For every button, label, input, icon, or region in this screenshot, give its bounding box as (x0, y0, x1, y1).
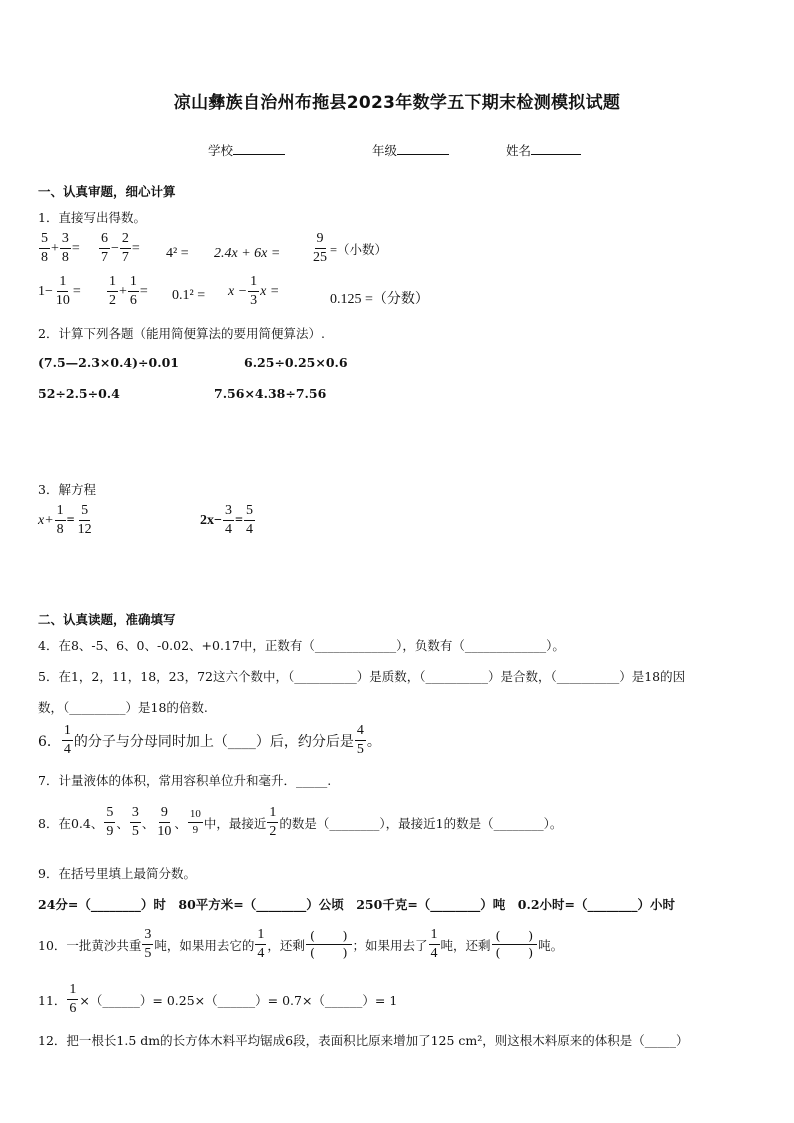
question-text: 8．在0.4、 (38, 815, 104, 831)
answer-fraction-blank-1[interactable]: $\frac{( )}{( )}$ (306, 930, 352, 960)
answer-hint: =（小数） (330, 242, 388, 257)
q1-row2-item-c: 0.1² = (172, 288, 206, 303)
section1-heading: 一、认真审题，细心计算 (38, 184, 176, 199)
q1-row1-item-e (310, 232, 387, 265)
fraction-denominator: 6 (69, 1001, 77, 1016)
fraction-numerator: 1 (107, 275, 118, 292)
fraction-denominator: 4 (224, 522, 232, 537)
fraction-numerator: 5 (79, 504, 90, 521)
q1-row2-item-d (228, 275, 279, 308)
equals-sign: = (72, 283, 81, 299)
question-text: 的分子与分母同时加上（____）后，约分后是 (73, 733, 354, 750)
fraction-numerator: 9 (315, 232, 326, 249)
equals-sign: = (234, 512, 243, 528)
fraction-denominator: 6 (129, 293, 137, 308)
operator: − (111, 240, 119, 256)
school-blank[interactable] (233, 142, 285, 155)
fraction-denominator: 7 (101, 250, 108, 265)
fraction-denominator: 7 (121, 250, 129, 265)
q6 (38, 724, 381, 757)
fraction-numerator: 3 (142, 928, 153, 945)
equals-sign: = (66, 512, 75, 528)
q10 (38, 928, 563, 961)
fraction-denominator: 5 (131, 824, 139, 839)
fraction-numerator: 6 (99, 232, 110, 249)
fraction-denominator: 10 (157, 824, 172, 839)
q12: 12．把一根长1.5 dm的长方体木料平均锯成6段，表面积比原来增加了125 cm²，则这根木料原来的体积是（_____） (38, 1033, 689, 1048)
equation-prefix: 2x− (200, 512, 222, 528)
question-text: 的数是（________），最接近1的数是（________）。 (279, 815, 563, 831)
question-text: 10．一批黄沙共重 (38, 937, 142, 953)
fraction-denominator: 8 (41, 250, 48, 265)
grade-blank[interactable] (397, 142, 449, 155)
fraction-numerator: 4 (355, 724, 366, 741)
answer-fraction-blank-2[interactable]: $\frac{( )}{( )}$ (492, 930, 538, 960)
fraction-numerator: 1 (429, 928, 440, 945)
fraction-numerator: 2 (120, 232, 131, 249)
fraction-denominator: 3 (250, 293, 258, 308)
question-text: 吨，还剩 (440, 937, 491, 953)
fraction-numerator: 1 (62, 724, 73, 741)
fraction-numerator: 1 (57, 275, 68, 292)
fraction-numerator: 1 (248, 275, 259, 292)
fraction-denominator: 8 (61, 250, 69, 265)
fraction-denominator: 4 (245, 522, 253, 537)
section2-heading: 二、认真读题，准确填写 (38, 612, 176, 627)
fraction-denominator: 2 (109, 293, 116, 308)
operator: + (119, 283, 127, 299)
q3-label: 3．解方程 (38, 482, 96, 497)
fraction-denominator: 9 (192, 824, 199, 836)
fraction-numerator: 3 (130, 806, 141, 823)
fraction-denominator: 5 (144, 946, 152, 961)
fraction-denominator: 10 (55, 293, 70, 308)
q2-label: 2．计算下列各题（能用简便算法的要用简便算法）. (38, 326, 325, 341)
school-label: 学校 (208, 143, 234, 158)
q1-row1-item-c: 4² = (166, 246, 189, 261)
expression-prefix: x − (228, 283, 248, 299)
question-text: ×（______）= 0.25×（______）= 0.7×（______）= 1 (79, 992, 398, 1008)
q4: 4．在8、-5、6、0、-0.02、+0.17中，正数有（_____________），负数有（_____________）。 (38, 638, 565, 653)
fraction-numerator: 10 (188, 809, 203, 823)
fraction-numerator: 9 (159, 806, 170, 823)
q2-item-1: (7.5—2.3×0.4)÷0.01 (38, 355, 179, 370)
name-field[interactable] (506, 141, 581, 159)
grade-field[interactable] (372, 141, 449, 159)
fraction-denominator: 25 (313, 250, 327, 265)
q2-item-2: 6.25÷0.25×0.6 (244, 355, 348, 370)
question-number: 11． (38, 992, 67, 1008)
q1-row1-item-b (98, 232, 140, 265)
question-end: 。 (366, 733, 381, 750)
page-title: 凉山彝族自治州布拖县2023年数学五下期末检测模拟试题 (173, 93, 621, 113)
equals-sign: = (131, 240, 140, 256)
q5-line2: 数，（_________）是18的倍数. (38, 700, 208, 715)
q1-row2-item-a (38, 275, 81, 308)
q1-row2-item-e: 0.125 =（分数） (330, 292, 429, 307)
q3-equation-1 (38, 504, 95, 537)
fraction-numerator: 3 (60, 232, 71, 249)
fraction-numerator: 5 (39, 232, 50, 249)
q9-label: 9．在括号里填上最简分数。 (38, 866, 196, 881)
expression-prefix: 1− (38, 283, 53, 299)
equals-sign: = (139, 283, 148, 299)
q2-item-3: 52÷2.5÷0.4 (38, 386, 120, 401)
q5-line1: 5．在1，2，11，18，23，72这六个数中，（__________）是质数，（__________）是合数，（__________）是18的因 (38, 669, 686, 684)
q11 (38, 983, 397, 1016)
fraction-numerator: 5 (244, 504, 255, 521)
q1-row2-item-b (106, 275, 148, 308)
fraction-denominator: 4 (257, 946, 265, 961)
q1-label: 1．直接写出得数。 (38, 210, 146, 225)
question-number: 6． (38, 733, 61, 750)
fraction-denominator: 9 (106, 824, 114, 839)
q1-row1-item-d: 2.4x + 6x = (214, 246, 281, 261)
school-field[interactable] (208, 141, 285, 159)
fraction-numerator: 1 (67, 983, 78, 1000)
equation-prefix: x+ (38, 512, 54, 528)
fraction-numerator: 3 (223, 504, 234, 521)
fraction-numerator: 1 (255, 928, 266, 945)
question-text: ，还剩 (267, 937, 305, 953)
question-text: 中，最接近 (203, 815, 267, 831)
question-text: ；如果用去了 (352, 937, 428, 953)
fraction-denominator: 12 (77, 522, 92, 537)
question-text: 吨。 (538, 937, 564, 953)
expression-tail: x = (260, 283, 280, 299)
name-blank[interactable] (531, 142, 581, 155)
fraction-denominator: 4 (63, 742, 71, 757)
equals-sign: = (71, 240, 80, 256)
operator: + (51, 240, 59, 256)
fraction-numerator: 1 (128, 275, 139, 292)
grade-label: 年级 (372, 143, 398, 158)
name-label: 姓名 (506, 143, 532, 158)
q8: 8．在0.4、 $\frac{5}{9}$ 、 $\frac{3}{5}$ 、 $\frac{9}{10}$ 、 $\frac{10}{9}$ 中，最接近 $\frac{1}{2}$ 的数是（________），最接近1的数是（________）。 (38, 805, 563, 839)
fraction-numerator: 1 (267, 806, 278, 823)
fraction-numerator: 5 (104, 806, 115, 823)
q9-line: 24分=（________）时 80平方米=（________）公顷 250千克=（________）吨 0.2小时=（________）小时 (38, 897, 676, 912)
fraction-numerator: 1 (55, 504, 66, 521)
q3-equation-2 (200, 504, 256, 537)
question-text: 吨，如果用去它的 (154, 937, 255, 953)
fraction-denominator: 2 (269, 824, 277, 839)
fraction-denominator: 4 (430, 946, 438, 961)
fraction-denominator: 5 (356, 742, 364, 757)
q1-row1-item-a (38, 232, 80, 265)
q2-item-4: 7.56×4.38÷7.56 (214, 386, 327, 401)
fraction-denominator: 8 (56, 522, 64, 537)
q7: 7．计量液体的体积，常用容积单位升和毫升．_____. (38, 773, 332, 788)
